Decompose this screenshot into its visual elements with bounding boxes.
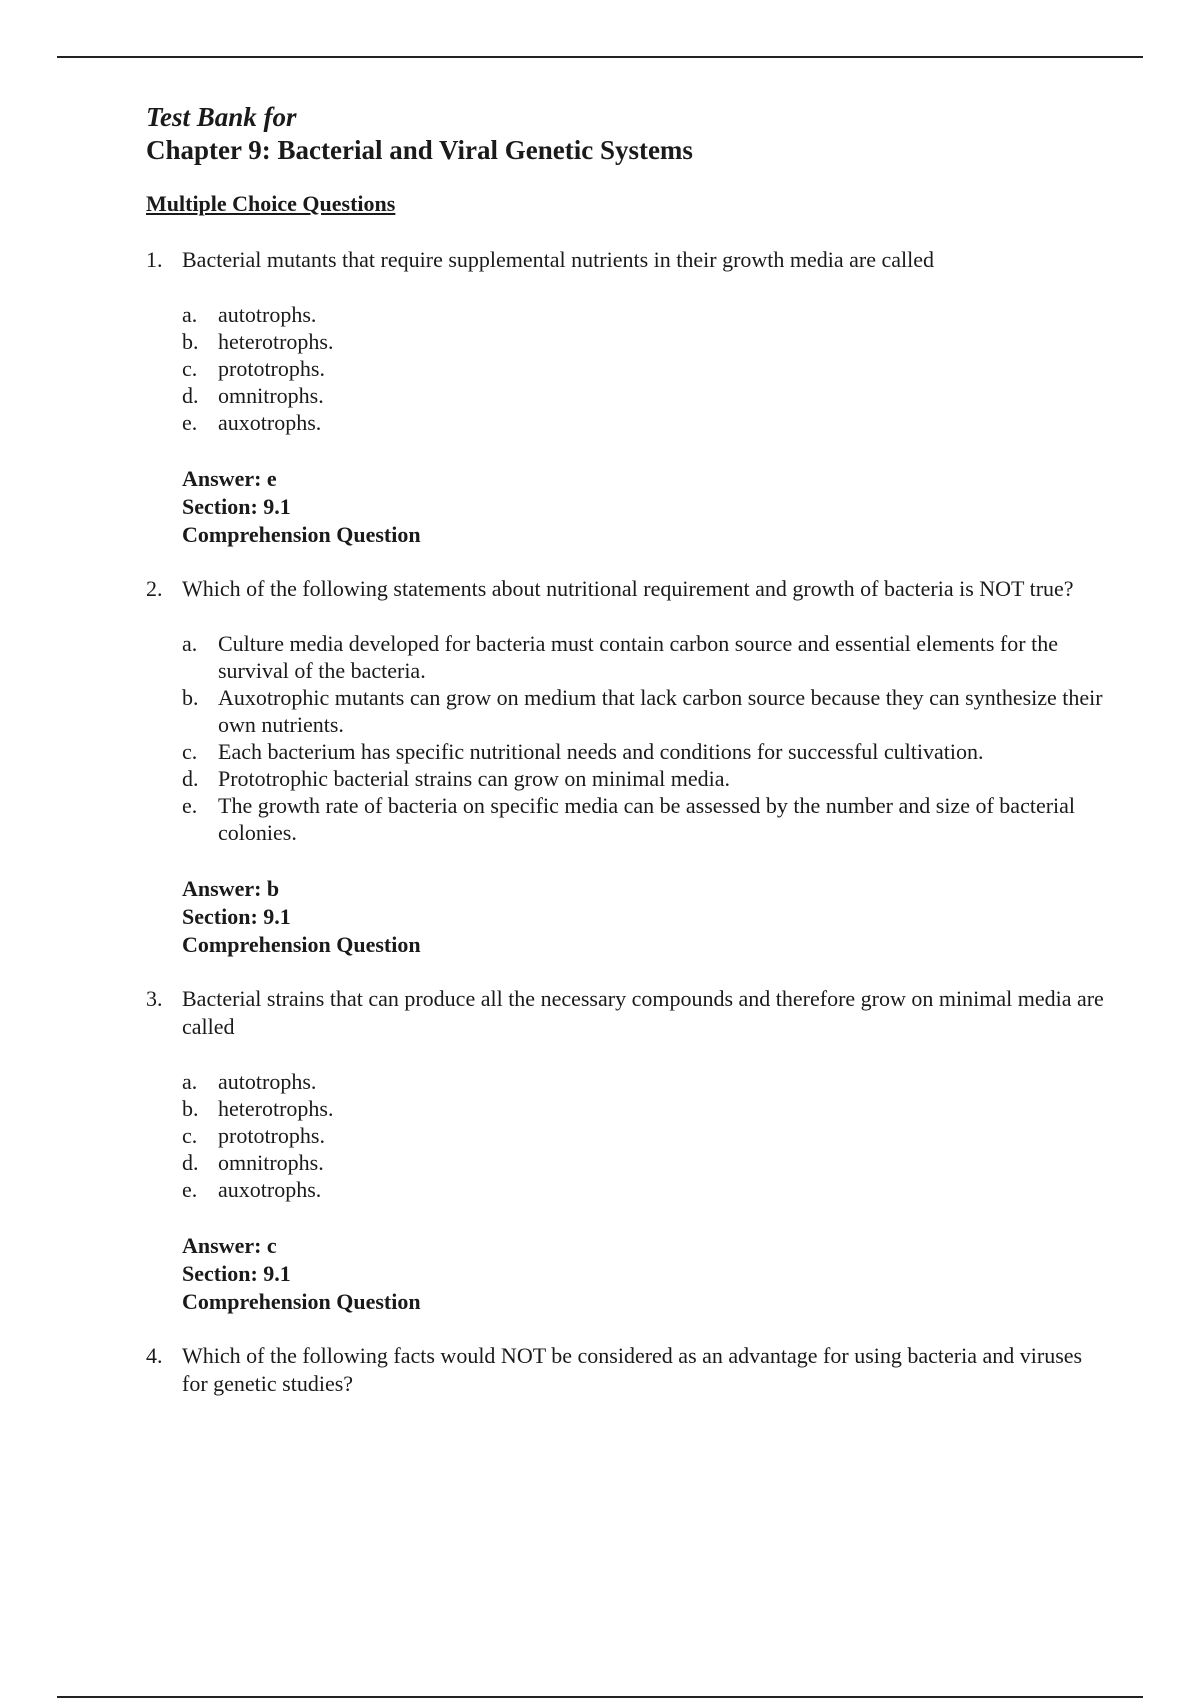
question-1-meta — [146, 465, 1106, 549]
question-text: Bacterial mutants that require supplemental nutrients in their growth media are called — [182, 247, 935, 272]
option-item — [182, 328, 1106, 355]
option-item — [182, 1068, 1106, 1095]
question-1 — [146, 246, 1106, 274]
option-letter: e. — [182, 1177, 198, 1202]
question-3-options — [146, 1068, 1106, 1203]
option-text: Prototrophic bacterial strains can grow on minimal media. — [218, 766, 730, 791]
top-rule — [57, 56, 1143, 58]
question-number: 3. — [146, 986, 163, 1011]
question-4 — [146, 1342, 1106, 1398]
option-letter: a. — [182, 1069, 198, 1094]
option-letter: c. — [182, 356, 198, 381]
section-label: Section: 9.1 — [182, 494, 291, 519]
option-item — [182, 355, 1106, 382]
option-text: auxotrophs. — [218, 410, 322, 435]
option-letter: c. — [182, 739, 198, 764]
question-3-meta — [146, 1232, 1106, 1316]
option-letter: a. — [182, 302, 198, 327]
option-letter: a. — [182, 631, 198, 656]
section-label: Section: 9.1 — [182, 1261, 291, 1286]
question-type-label: Comprehension Question — [182, 1289, 421, 1314]
bottom-rule — [57, 1696, 1143, 1698]
document-body — [146, 101, 1106, 1398]
option-letter: b. — [182, 329, 199, 354]
option-letter: b. — [182, 685, 199, 710]
document-title-prefix: Test Bank for — [146, 102, 297, 132]
option-text: auxotrophs. — [218, 1177, 322, 1202]
option-item — [182, 684, 1106, 738]
option-item — [182, 1122, 1106, 1149]
question-text: Which of the following statements about nutritional requirement and growth of bacteria is NOT true? — [182, 576, 1074, 601]
question-number: 4. — [146, 1343, 163, 1368]
answer-label: Answer: b — [182, 876, 280, 901]
option-text: autotrophs. — [218, 1069, 317, 1094]
option-text: Auxotrophic mutants can grow on medium that lack carbon source because they can synthesize their own nutrients. — [218, 685, 1103, 737]
document-title: Chapter 9: Bacterial and Viral Genetic Systems — [146, 135, 693, 165]
section-label: Section: 9.1 — [182, 904, 291, 929]
option-text: The growth rate of bacteria on specific media can be assessed by the number and size of bacterial colonies. — [218, 793, 1076, 845]
option-text: Each bacterium has specific nutritional needs and conditions for successful cultivation. — [218, 739, 984, 764]
option-text: heterotrophs. — [218, 329, 334, 354]
option-text: omnitrophs. — [218, 1150, 324, 1175]
option-letter: e. — [182, 410, 198, 435]
option-item — [182, 382, 1106, 409]
question-3 — [146, 985, 1106, 1041]
option-text: heterotrophs. — [218, 1096, 334, 1121]
section-heading: Multiple Choice Questions — [146, 191, 396, 216]
option-item — [182, 1095, 1106, 1122]
question-2-meta — [146, 875, 1106, 959]
option-item — [182, 765, 1106, 792]
option-letter: c. — [182, 1123, 198, 1148]
option-text: prototrophs. — [218, 356, 325, 381]
option-item — [182, 301, 1106, 328]
question-2 — [146, 575, 1106, 603]
option-item — [182, 409, 1106, 436]
option-text: autotrophs. — [218, 302, 317, 327]
option-letter: b. — [182, 1096, 199, 1121]
question-type-label: Comprehension Question — [182, 932, 421, 957]
question-number: 1. — [146, 247, 163, 272]
option-text: Culture media developed for bacteria must contain carbon source and essential elements for the survival of the bacteria. — [218, 631, 1058, 683]
question-text: Bacterial strains that can produce all the necessary compounds and therefore grow on minimal media are called — [182, 986, 1104, 1039]
question-2-options — [146, 630, 1106, 846]
option-item — [182, 1176, 1106, 1203]
option-letter: d. — [182, 1150, 199, 1175]
answer-label: Answer: c — [182, 1233, 277, 1258]
option-item — [182, 738, 1106, 765]
option-text: omnitrophs. — [218, 383, 324, 408]
option-text: prototrophs. — [218, 1123, 325, 1148]
answer-label: Answer: e — [182, 466, 277, 491]
question-text: Which of the following facts would NOT be considered as an advantage for using bacteria and viruses for genetic studies? — [182, 1343, 1083, 1396]
option-letter: d. — [182, 383, 199, 408]
option-item — [182, 792, 1106, 846]
option-item — [182, 1149, 1106, 1176]
question-number: 2. — [146, 576, 163, 601]
question-type-label: Comprehension Question — [182, 522, 421, 547]
option-letter: e. — [182, 793, 198, 818]
option-item — [182, 630, 1106, 684]
question-1-options — [146, 301, 1106, 436]
option-letter: d. — [182, 766, 199, 791]
